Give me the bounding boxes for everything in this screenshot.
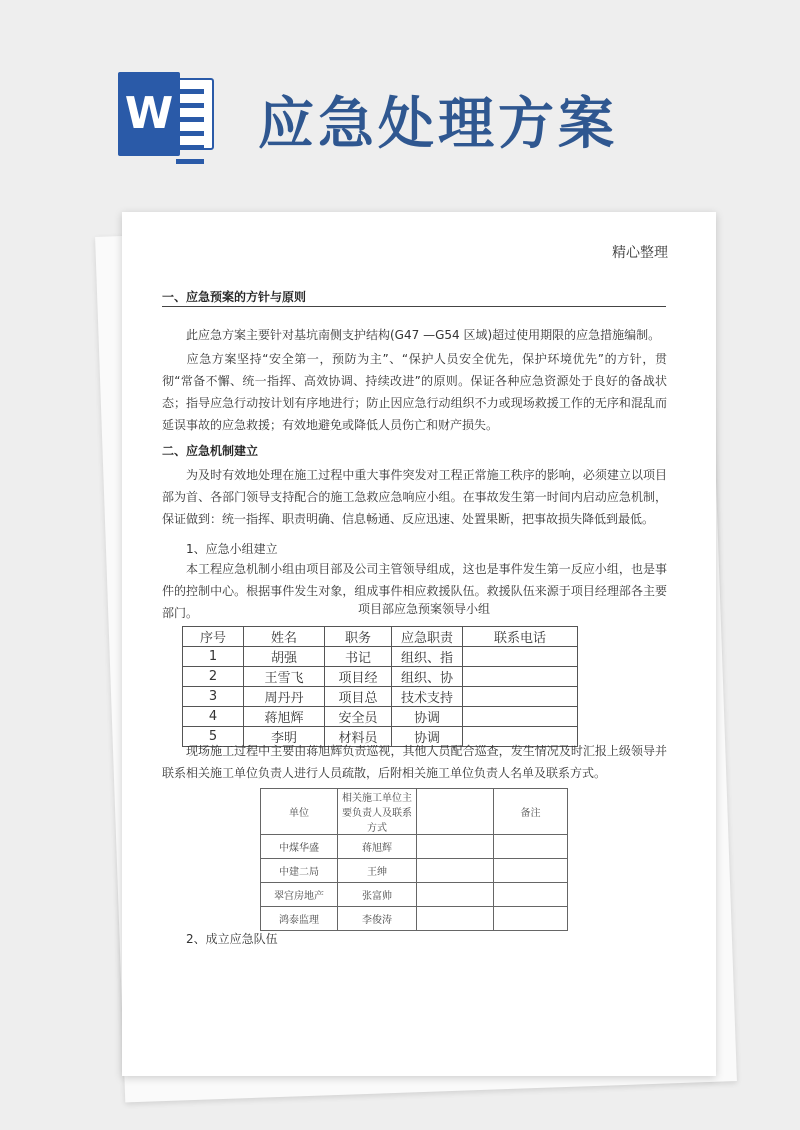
paragraph-3: 为及时有效地处理在施工过程中重大事件突发对工程正常施工秩序的影响，必须建立以项目部为首、各部门领导支持配合的施工急救应急响应小组。在事故发生第一时间内启动应急机制，保证做到：统一指挥、职责明确、信息畅通、反应迅速、处置果断，把事故损失降低到最低。 bbox=[162, 468, 667, 526]
table-1-caption: 项目部应急预案领导小组 bbox=[358, 602, 491, 616]
table-row: 鸿泰监理 李俊涛 bbox=[261, 907, 568, 931]
page-header-note: 精心整理 bbox=[612, 245, 668, 261]
table-row: 1 胡强 书记 组织、指 bbox=[183, 647, 578, 667]
table-row: 翠宫房地产 张富帅 bbox=[261, 883, 568, 907]
banner bbox=[0, 0, 800, 200]
word-document-icon bbox=[118, 72, 218, 156]
table-header-row: 单位 相关施工单位主要负责人及联系方式 备注 bbox=[261, 789, 568, 835]
paragraph-5: 现场施工过程中主要由蒋旭辉负责巡视，其他人员配合巡查，发生情况及时汇报上级领导并联系相关施工单位负责人进行人员疏散，后附相关施工单位负责人名单及联系方式。 bbox=[162, 744, 667, 780]
leadership-table bbox=[182, 626, 578, 747]
document-title: 应急处理方案 bbox=[258, 92, 618, 157]
section-1-title: 一、应急预案的方针与原则 bbox=[162, 290, 307, 304]
table-row: 3 周丹丹 项目总 技术支持 bbox=[183, 687, 578, 707]
paragraph-1: 此应急方案主要针对基坑南侧支护结构(G47 —G54 区域)超过使用期限的应急措施编制。 bbox=[186, 328, 661, 342]
section-2-title: 二、应急机制建立 bbox=[162, 444, 259, 458]
table-row: 4 蒋旭辉 安全员 协调 bbox=[183, 707, 578, 727]
table-row: 中建二局 王绅 bbox=[261, 859, 568, 883]
document-page bbox=[122, 212, 716, 1076]
paragraph-2: 应急方案坚持“安全第一，预防为主”、“保护人员安全优先，保护环境优先”的方针，贯彻“常备不懈、统一指挥、高效协调、持续改进”的原则。保证各种应急资源处于良好的备战状态；指导应急行动按计划有序地进行；防止因应急行动组织不力或现场救援工作的无序和混乱而延误事故的应急救援；有效地避免或降低人员伤亡和财产损失。 bbox=[162, 352, 667, 432]
section-divider bbox=[162, 306, 666, 307]
table-header-row: 序号 姓名 职务 应急职责 联系电话 bbox=[183, 627, 578, 647]
paragraph-4: 本工程应急机制小组由项目部及公司主管领导组成，这也是事件发生第一反应小组，也是事件的控制中心。根据事件发生对象，组成事件相应救援队伍。救援队伍来源于项目经理部各主要部门。 bbox=[162, 562, 667, 620]
table-row: 5 李明 材料员 协调 bbox=[183, 727, 578, 747]
table-row: 2 王雪飞 项目经 组织、协 bbox=[183, 667, 578, 687]
contractor-contacts-table bbox=[260, 788, 568, 931]
subsection-1-title: 1、应急小组建立 bbox=[186, 542, 278, 556]
word-badge: W bbox=[118, 72, 180, 156]
table-row: 中煤华盛 蒋旭辉 bbox=[261, 835, 568, 859]
subsection-2-title: 2、成立应急队伍 bbox=[186, 932, 278, 946]
